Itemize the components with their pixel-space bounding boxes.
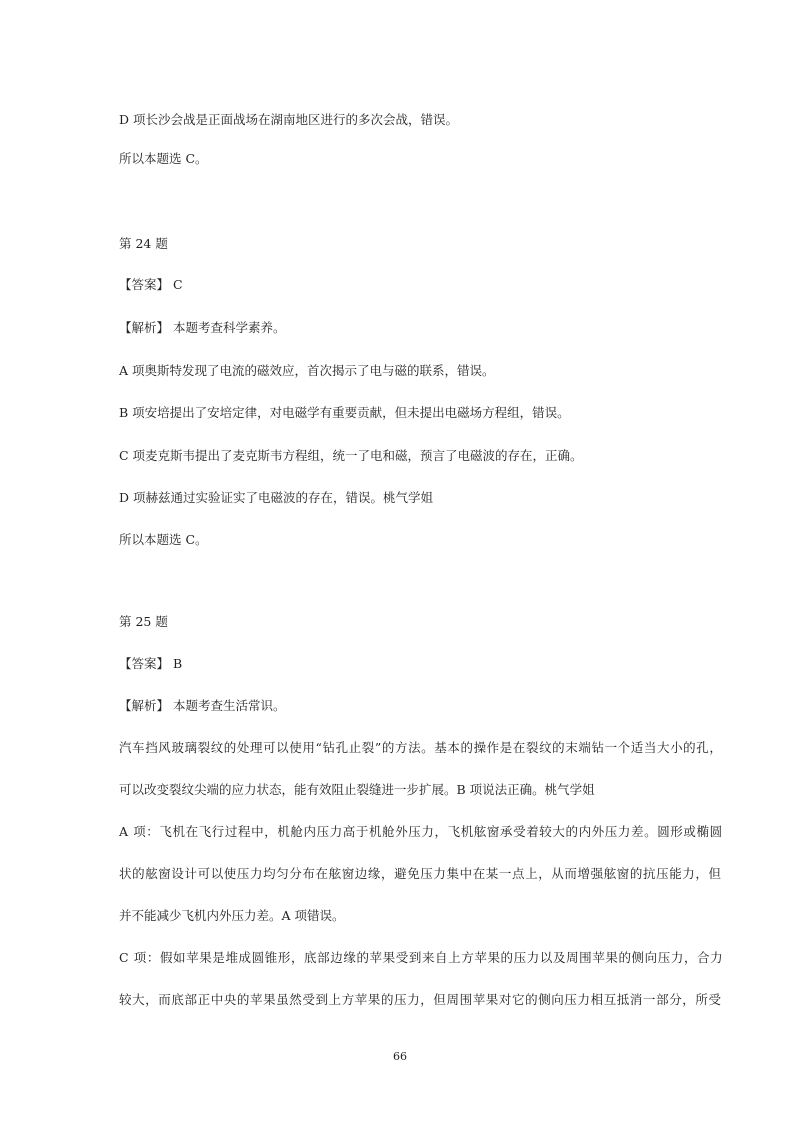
text-line-8: C 项麦克斯韦提出了麦克斯韦方程组，统一了电和磁，预言了电磁波的存在，正确。 <box>119 448 583 463</box>
question-heading-24: 第 24 题 <box>119 236 168 251</box>
text-line-16: A 项：飞机在飞行过程中，机舱内压力高于机舱外压力，飞机舷窗承受着较大的内外压力差。圆形或椭圆 <box>119 824 723 839</box>
text-line-17: 状的舷窗设计可以使压力均匀分布在舷窗边缘，避免压力集中在某一点上，从而增强舷窗的抗压能力，但 <box>119 866 722 881</box>
text-line-14: 汽车挡风玻璃裂纹的处理可以使用“钻孔止裂”的方法。基本的操作是在裂纹的末端钻一个适当大小的孔， <box>119 740 723 755</box>
text-line-9: D 项赫兹通过实验证实了电磁波的存在，错误。桃气学姐 <box>119 490 433 505</box>
question-heading-25: 第 25 题 <box>119 614 168 629</box>
analysis-line: 【解析】 本题考查生活常识。 <box>119 698 286 713</box>
text-line-18: 并不能减少飞机内外压力差。A 项错误。 <box>119 908 345 923</box>
answer-line: 【答案】 B <box>119 656 183 671</box>
text-line-2: 所以本题选 C。 <box>119 151 208 166</box>
text-line-1: D 项长沙会战是正面战场在湖南地区进行的多次会战，错误。 <box>119 112 458 127</box>
analysis-line: 【解析】 本题考查科学素养。 <box>119 320 286 335</box>
answer-line: 【答案】 C <box>119 277 183 292</box>
text-line-7: B 项安培提出了安培定律，对电磁学有重要贡献，但未提出电磁场方程组，错误。 <box>119 405 570 420</box>
page-number: 66 <box>393 1050 407 1063</box>
text-line-15: 可以改变裂纹尖端的应力状态，能有效阻止裂缝进一步扩展。B 项说法正确。桃气学姐 <box>119 782 595 797</box>
text-line-19: C 项：假如苹果是堆成圆锥形，底部边缘的苹果受到来自上方苹果的压力以及周围苹果的侧向压力，合力 <box>119 950 724 965</box>
text-line-6: A 项奥斯特发现了电流的磁效应，首次揭示了电与磁的联系，错误。 <box>119 363 495 378</box>
text-line-20: 较大，而底部正中央的苹果虽然受到上方苹果的压力，但周围苹果对它的侧向压力相互抵消一部分，所受 <box>119 992 722 1007</box>
text-line-10: 所以本题选 C。 <box>119 532 208 547</box>
